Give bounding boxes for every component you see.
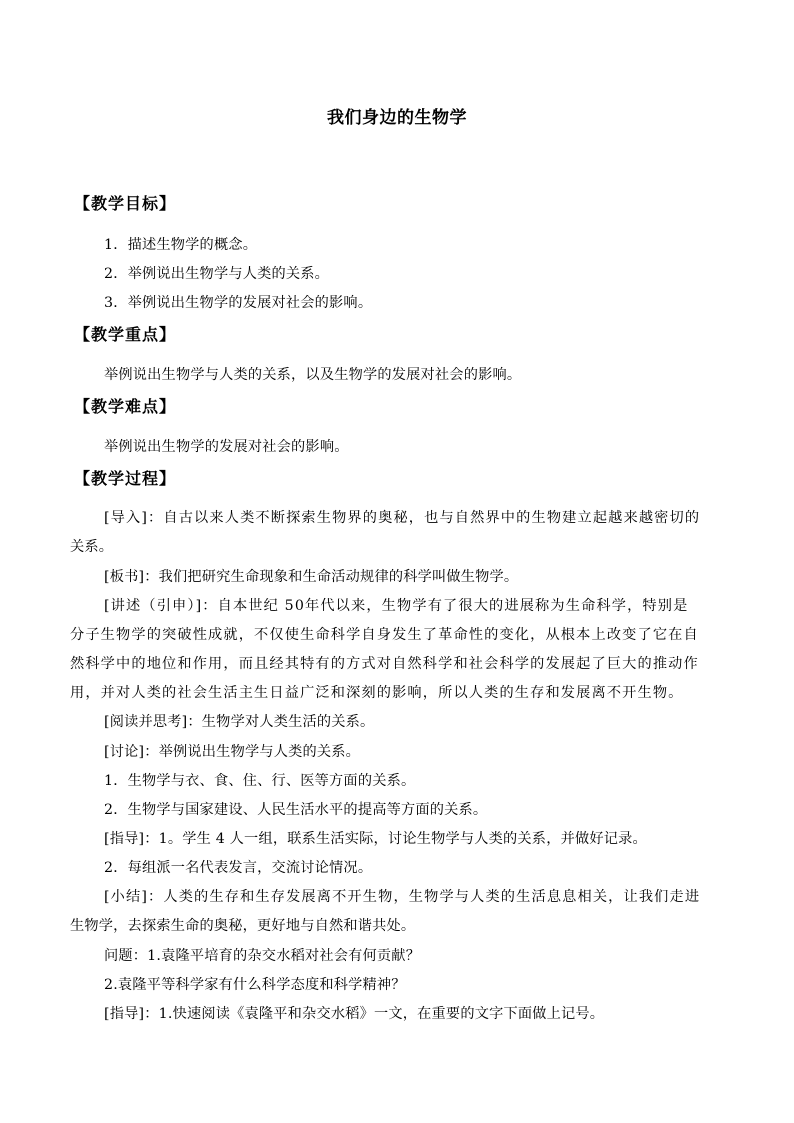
process-line: 2．每组派一名代表发言，交流讨论情况。 — [104, 860, 373, 876]
process-line: [板书]：我们把研究生命现象和生命活动规律的科学叫做生物学。 — [104, 569, 519, 585]
objectives-heading: 【教学目标】 — [74, 194, 177, 213]
process-line: 生物学，去探索生命的奥秘，更好地与自然和谐共处。 — [70, 918, 416, 934]
process-line: [阅读并思考]：生物学对人类生活的关系。 — [104, 714, 375, 730]
process-heading: 【教学过程】 — [74, 469, 177, 488]
page-title: 我们身边的生物学 — [327, 108, 467, 128]
process-line: 2．生物学与国家建设、人民生活水平的提高等方面的关系。 — [104, 802, 488, 818]
process-line: [指导]：1.快速阅读《袁隆平和杂交水稻》一文，在重要的文字下面做上记号。 — [104, 1006, 605, 1022]
process-line: [讲述（引申）]：自本世纪 50年代以来，生物学有了很大的进展称为生命科学，特别是 — [104, 598, 689, 614]
process-line: 用，并对人类的社会生活主生日益广泛和深刻的影响，所以人类的生存和发展离不开生物。 — [70, 685, 684, 701]
process-line: [讨论]：举例说出生物学与人类的关系。 — [104, 744, 361, 760]
process-line: [小结]：人类的生存和生存发展离不开生物，生物学与人类的生活息息相关，让我们走进 — [104, 889, 701, 905]
process-line: 然科学中的地位和作用，而且经其特有的方式对自然科学和社会科学的发展起了巨大的推动作 — [70, 656, 699, 672]
key-points-heading: 【教学重点】 — [74, 325, 177, 344]
process-line: 2.袁隆平等科学家有什么科学态度和科学精神？ — [104, 977, 406, 993]
difficulties-heading: 【教学难点】 — [74, 397, 177, 416]
objective-item: 2．举例说出生物学与人类的关系。 — [104, 266, 330, 282]
objective-item: 3．举例说出生物学的发展对社会的影响。 — [104, 295, 373, 311]
objective-item: 1．描述生物学的概念。 — [104, 237, 258, 253]
process-line: [指导]：1。学生 4 人一组，联系生活实际，讨论生物学与人类的关系，并做好记录。 — [104, 831, 647, 847]
process-line: 1．生物学与衣、食、住、行、医等方面的关系。 — [104, 773, 416, 789]
process-line: [导入]：自古以来人类不断探索生物界的奥秘，也与自然界中的生物建立起越来越密切的 — [104, 510, 701, 526]
difficulties-text: 举例说出生物学的发展对社会的影响。 — [104, 439, 349, 455]
process-line: 问题：1.袁隆平培育的杂交水稻对社会有何贡献？ — [104, 948, 421, 964]
key-points-text: 举例说出生物学与人类的关系，以及生物学的发展对社会的影响。 — [104, 367, 522, 383]
process-line: 关系。 — [70, 539, 114, 555]
process-line: 分子生物学的突破性成就，不仅使生命科学自身发生了革命性的变化，从根本上改变了它在自 — [70, 627, 699, 643]
